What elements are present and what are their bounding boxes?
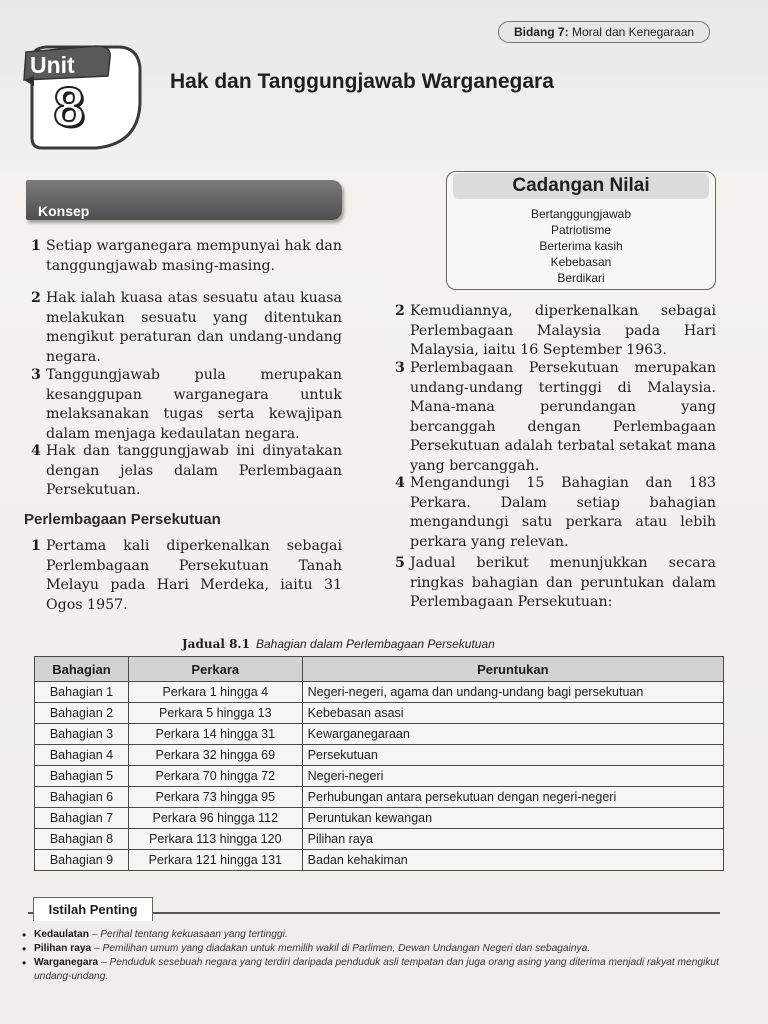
- nilai-item: Bertanggungjawab: [530, 207, 632, 221]
- table-cell: Perkara 70 hingga 72: [128, 766, 302, 787]
- perlembagaan-paragraph: [395, 554, 716, 613]
- table-header-cell: Perkara: [128, 657, 302, 682]
- paragraph-text: Tanggungjawab pula merupakan kesanggupan warganegara untuk melaksanakan tugas serta kewajipan dalam menjaga kedaulatan negara.: [46, 367, 342, 442]
- istilah-term: Kedaulatan: [34, 929, 89, 940]
- istilah-item: [22, 956, 722, 984]
- paragraph-text: Pertama kali diperkenalkan sebagai Perlembagaan Persekutuan Tanah Melayu pada Hari Merdeka, iaitu 31 Ogos 1957.: [46, 538, 342, 613]
- nilai-item: Berdikari: [557, 271, 605, 285]
- nilai-item: Patriotisme: [550, 223, 612, 237]
- table-cell: Bahagian 5: [35, 766, 129, 787]
- paragraph-number: 2: [395, 303, 405, 319]
- table-cell: Bahagian 3: [35, 724, 129, 745]
- table-cell: Bahagian 1: [35, 682, 129, 703]
- konsep-paragraph: [31, 442, 342, 501]
- paragraph-number: 2: [31, 290, 41, 306]
- paragraph-number: 1: [31, 238, 41, 254]
- table-cell: Perkara 121 hingga 131: [128, 850, 302, 871]
- istilah-label: Istilah Penting: [33, 897, 153, 921]
- table-row: [35, 787, 724, 808]
- perlembagaan-paragraph: [31, 537, 342, 615]
- konsep-label: Konsep: [38, 203, 90, 219]
- paragraph-text: Setiap warganegara mempunyai hak dan tanggungjawab masing-masing.: [46, 238, 342, 274]
- table-cell: Bahagian 2: [35, 703, 129, 724]
- nilai-item: Kebebasan: [550, 255, 612, 269]
- table-cell: Bahagian 6: [35, 787, 129, 808]
- table-row: [35, 766, 724, 787]
- konsep-paragraph: [31, 289, 342, 367]
- konsep-paragraph: [31, 366, 342, 444]
- subject-prefix: Bidang 7:: [513, 25, 569, 39]
- paragraph-number: 4: [395, 475, 405, 491]
- perlembagaan-paragraph: [395, 359, 716, 477]
- table-cell: Perkara 96 hingga 112: [128, 808, 302, 829]
- section-heading: Perlembagaan Persekutuan: [24, 511, 221, 528]
- istilah-item: [22, 928, 722, 942]
- subject-tag: [498, 21, 710, 43]
- table-cell: Kebebasan asasi: [302, 703, 723, 724]
- paragraph-number: 3: [395, 360, 405, 376]
- istilah-definition: – Pemilihan umum yang diadakan untuk memilih wakil di Parlimen, Dewan Undangan Negeri dan sebagainya.: [94, 943, 591, 954]
- table-cell: Perkara 5 hingga 13: [128, 703, 302, 724]
- paragraph-text: Perlembagaan Persekutuan merupakan undang-undang tertinggi di Malaysia. Mana-mana perundangan yang bercanggah dengan Perlembagaan Persekutuan adalah terbatal setakat mana yang bercanggah.: [410, 360, 716, 474]
- table-cell: Perkara 14 hingga 31: [128, 724, 302, 745]
- table-cell: Bahagian 4: [35, 745, 129, 766]
- table-header-row: [35, 657, 724, 682]
- table-row: [35, 808, 724, 829]
- table-cell: Kewarganegaraan: [302, 724, 723, 745]
- table-cell: Badan kehakiman: [302, 850, 723, 871]
- table-cell: Persekutuan: [302, 745, 723, 766]
- nilai-item: Berterima kasih: [539, 239, 623, 253]
- table-row: [35, 724, 724, 745]
- paragraph-text: Kemudiannya, diperkenalkan sebagai Perlembagaan Malaysia pada Hari Malaysia, iaitu 16 September 1963.: [410, 303, 716, 359]
- istilah-definition: – Penduduk sesebuah negara yang terdiri daripada penduduk asli tempatan dan juga orang asing yang diterima menjadi rakyat mengikut undang-undang.: [34, 957, 719, 982]
- table-cell: Pilihan raya: [302, 829, 723, 850]
- konsep-paragraph: [31, 237, 342, 276]
- paragraph-text: Jadual berikut menunjukkan secara ringkas bahagian dan peruntukan dalam Perlembagaan Persekutuan:: [410, 555, 716, 611]
- paragraph-number: 4: [31, 443, 41, 459]
- paragraph-text: Mengandungi 15 Bahagian dan 183 Perkara. Dalam setiap bahagian mengandungi satu perkara atau lebih perkara yang relevan.: [410, 475, 716, 550]
- istilah-definition: – Perihal tentang kekuasaan yang tertinggi.: [91, 929, 288, 940]
- table-cell: Negeri-negeri: [302, 766, 723, 787]
- unit-number: 8: [53, 75, 85, 138]
- table-caption-number: Jadual 8.1: [182, 637, 250, 651]
- table-row: [35, 829, 724, 850]
- table-cell: Bahagian 8: [35, 829, 129, 850]
- istilah-list: [22, 928, 722, 984]
- paragraph-text: Hak ialah kuasa atas sesuatu atau kuasa melakukan sesuatu yang ditentukan mengikut peraturan dan undang-undang negara.: [46, 290, 342, 365]
- unit-label: Unit: [30, 52, 75, 78]
- table-header-cell: Peruntukan: [302, 657, 723, 682]
- table-cell: Perkara 1 hingga 4: [128, 682, 302, 703]
- perlembagaan-paragraph: [395, 474, 716, 552]
- table-cell: Perkara 32 hingga 69: [128, 745, 302, 766]
- table-cell: Bahagian 9: [35, 850, 129, 871]
- istilah-term: Warganegara: [34, 957, 99, 968]
- table-header-cell: Bahagian: [35, 657, 129, 682]
- table-cell: Perkara 73 hingga 95: [128, 787, 302, 808]
- table-caption: [182, 637, 495, 651]
- paragraph-number: 1: [31, 538, 41, 554]
- table-row: [35, 745, 724, 766]
- paragraph-number: 3: [31, 367, 41, 383]
- table-cell: Peruntukan kewangan: [302, 808, 723, 829]
- table-caption-text: Bahagian dalam Perlembagaan Persekutuan: [255, 637, 495, 651]
- table-row: [35, 703, 724, 724]
- subject-name: Moral dan Kenegaraan: [571, 25, 695, 39]
- cadangan-nilai-list: [446, 206, 716, 286]
- paragraph-text: Hak dan tanggungjawab ini dinyatakan dengan jelas dalam Perlembagaan Persekutuan.: [46, 443, 342, 499]
- perlembagaan-paragraph: [395, 302, 716, 361]
- bahagian-table: [34, 656, 724, 871]
- table-cell: Negeri-negeri, agama dan undang-undang bagi persekutuan: [302, 682, 723, 703]
- table-row: [35, 850, 724, 871]
- table-cell: Perkara 113 hingga 120: [128, 829, 302, 850]
- table-cell: Bahagian 7: [35, 808, 129, 829]
- istilah-item: [22, 942, 722, 956]
- page-title: Hak dan Tanggungjawab Warganegara: [170, 70, 554, 93]
- istilah-term: Pilihan raya: [34, 943, 92, 954]
- table-cell: Perhubungan antara persekutuan dengan negeri-negeri: [302, 787, 723, 808]
- paragraph-number: 5: [395, 555, 405, 571]
- table-row: [35, 682, 724, 703]
- cadangan-nilai-title: Cadangan Nilai: [453, 173, 709, 199]
